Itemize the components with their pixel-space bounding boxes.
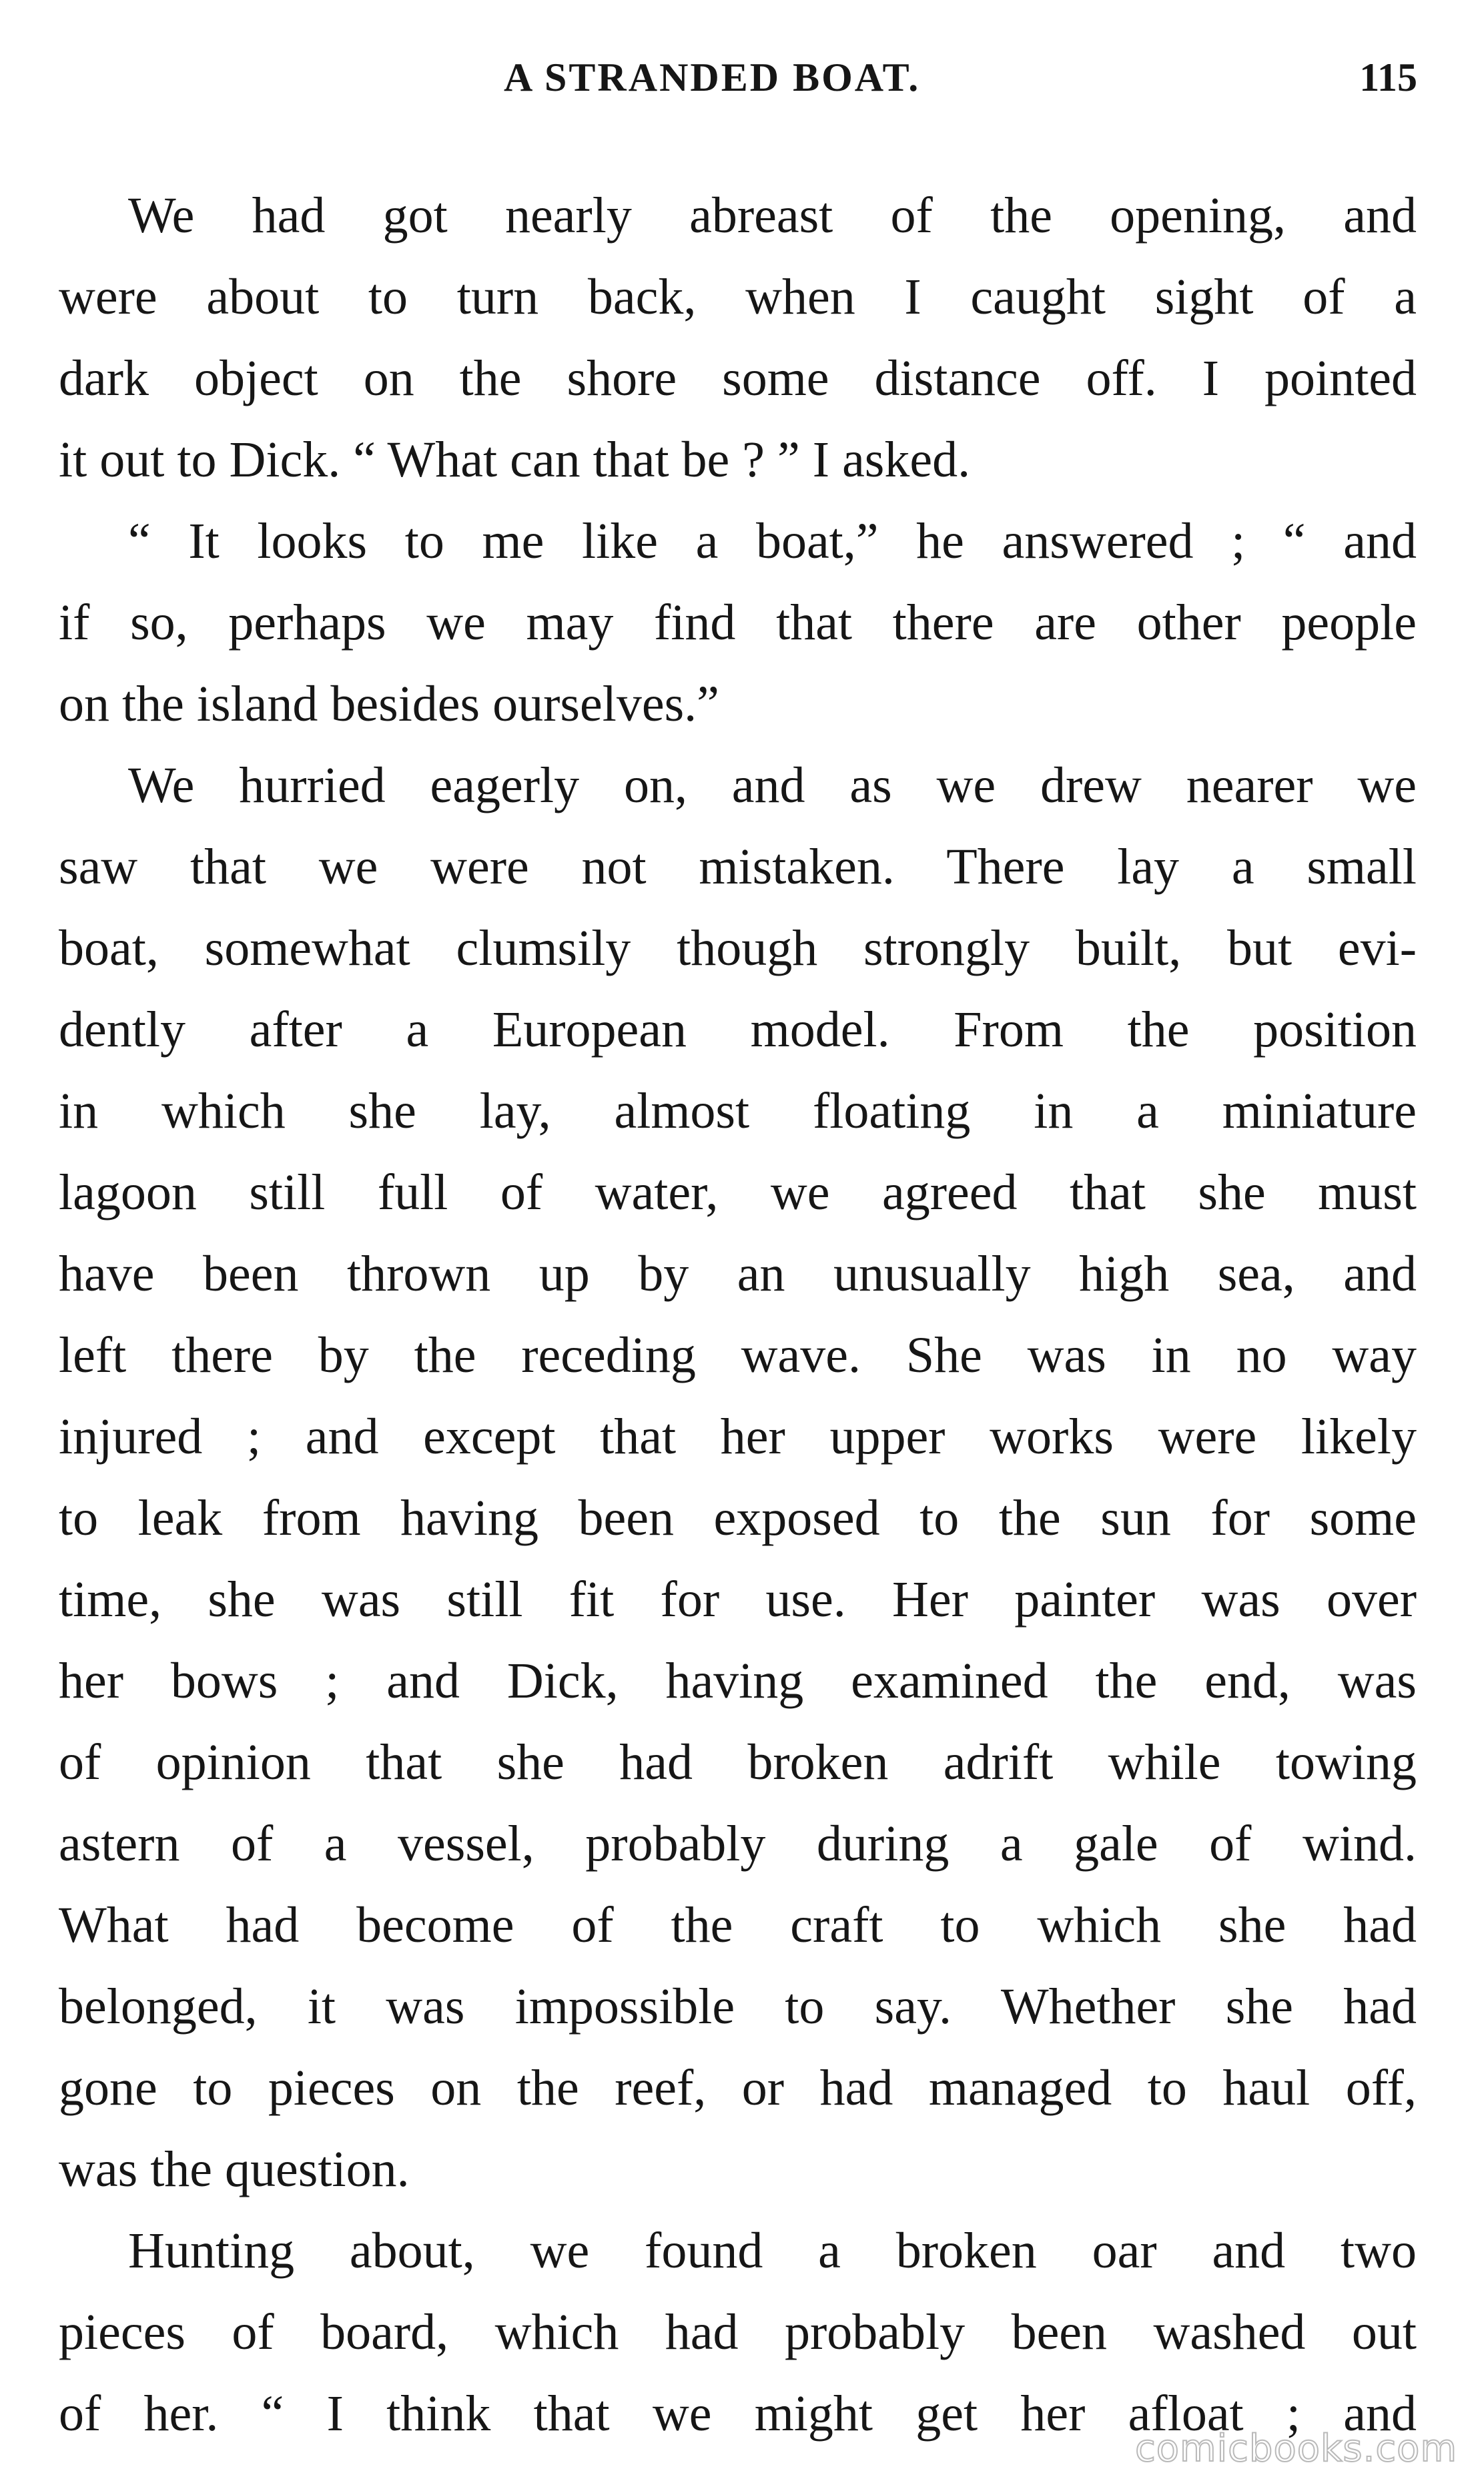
text-line: were about to turn back, when I caught sight of a [59,269,1417,325]
watermark: comicbooks.com [1134,2427,1457,2470]
text-line: dently after a European model. From the position [59,1002,1417,1058]
text-line: on the island besides ourselves.” [59,676,719,732]
body-text [59,175,1417,2454]
running-title: A STRANDED BOAT. [504,55,921,99]
text-line: boat, somewhat clumsily though strongly built, but evi- [59,920,1417,976]
text-line: astern of a vessel, probably during a gale of wind. [59,1816,1417,1872]
text-line: gone to pieces on the reef, or had managed to haul off, [59,2060,1417,2116]
text-line: in which she lay, almost floating in a miniature [59,1083,1417,1139]
text-line: Hunting about, we found a broken oar and two [128,2223,1417,2279]
text-line: if so, perhaps we may find that there are other people [59,595,1417,651]
text-line: was the question. [59,2141,410,2197]
text-line: it out to Dick. “ What can that be ? ” I asked. [59,432,971,488]
text-line: time, she was still fit for use. Her painter was over [59,1571,1417,1628]
running-header [0,55,1484,108]
text-line: of her. “ I think that we might get her afloat ; and [59,2386,1417,2442]
text-line: of opinion that she had broken adrift while towing [59,1734,1417,1790]
text-line: pieces of board, which had probably been washed out [59,2304,1417,2360]
text-line: What had become of the craft to which she had [59,1897,1417,1953]
text-line: belonged, it was impossible to say. Whether she had [59,1979,1417,2035]
text-line: have been thrown up by an unusually high sea, and [59,1246,1417,1302]
text-line: to leak from having been exposed to the sun for some [59,1490,1417,1546]
text-line: We had got nearly abreast of the opening, and [128,188,1417,244]
text-line: lagoon still full of water, we agreed that she must [59,1164,1417,1220]
text-line: saw that we were not mistaken. There lay a small [59,839,1417,895]
page-number: 115 [1359,55,1417,99]
text-line: “ It looks to me like a boat,” he answered ; “ and [128,513,1417,569]
text-line: We hurried eagerly on, and as we drew nearer we [128,757,1417,813]
text-line: injured ; and except that her upper works were likely [59,1409,1417,1465]
text-line: left there by the receding wave. She was in no way [59,1327,1417,1383]
text-line: her bows ; and Dick, having examined the end, was [59,1653,1417,1709]
text-line: dark object on the shore some distance off. I pointed [59,350,1417,406]
